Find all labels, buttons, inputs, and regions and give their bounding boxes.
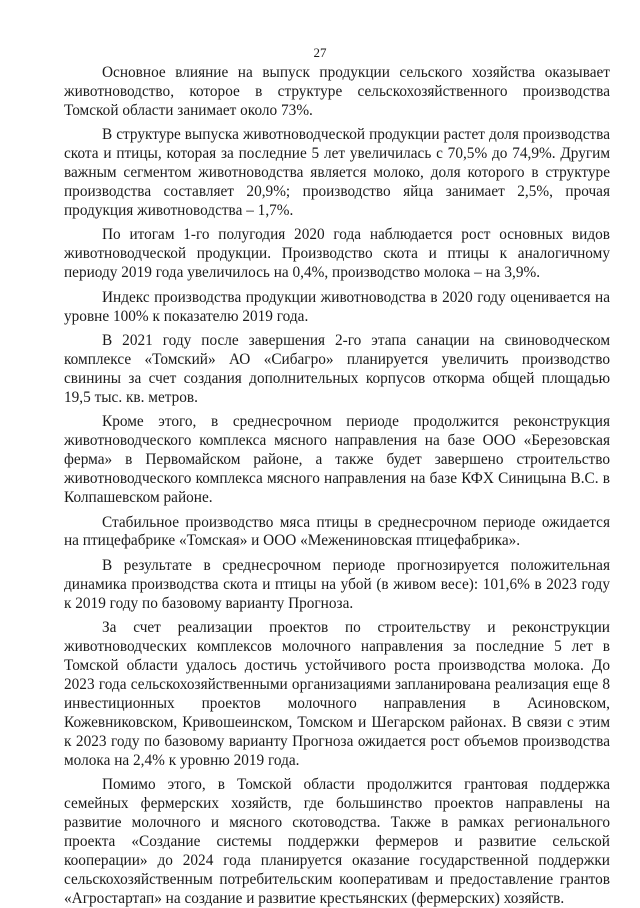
paragraph: По итогам 1-го полугодия 2020 года наблюдается рост основных видов животноводческой продукции. Производство скота и птицы к аналогичному периоду 2019 года увеличилось на 0,4%, производство молока – на 3,9%.: [64, 226, 610, 282]
paragraph: Кроме этого, в среднесрочном периоде продолжится реконструкция животноводческого комплекса мясного направления на базе ООО «Березовская ферма» в Первомайском районе, а также будет завершено строительство животноводческого комплекса мясного направления на базе КФХ Синицына В.С. в Колпашевском районе.: [64, 413, 610, 506]
paragraph: Помимо этого, в Томской области продолжится грантовая поддержка семейных фермерских хозяйств, где большинство проектов направлены на развитие молочного и мясного скотоводства. Также в рамках регионального проекта «Создание системы поддержки фермеров и развитие сельской кооперации» до 2024 года планируется оказание государственной поддержки сельскохозяйственным потребительским кооперативам и предоставление грантов «Агростартап» на создание и развитие крестьянских (фермерских) хозяйств.: [64, 776, 610, 907]
paragraph: В 2021 году после завершения 2-го этапа санации на свиноводческом комплексе «Томский» АО «Сибагро» планируется увеличить производство свинины за счет создания дополнительных корпусов откорма общей площадью 19,5 тыс. кв. метров.: [64, 332, 610, 406]
paragraph: За счет реализации проектов по строительству и реконструкции животноводческих комплексов молочного направления за последние 5 лет в Томской области удалось достичь устойчивого роста производства молока. До 2023 года сельскохозяйственными организациями запланирована реализация еще 8 инвестиционных проектов молочного направления в Асиновском, Кожевниковском, Кривошеинском, Томском и Шегарском районах. В связи с этим к 2023 году по базовому варианту Прогноза ожидается рост объемов производства молока на 2,4% к уровню 2019 года.: [64, 619, 610, 769]
page-number: 27: [313, 45, 327, 60]
paragraph: В результате в среднесрочном периоде прогнозируется положительная динамика производства скота и птицы на убой (в живом весе): 101,6% в 2023 году к 2019 году по базовому варианту Прогноза.: [64, 556, 610, 612]
paragraph: Индекс производства продукции животноводства в 2020 году оценивается на уровне 100% к показателю 2019 года.: [64, 288, 610, 325]
body-text: [64, 64, 610, 908]
paragraph: Стабильное производство мяса птицы в среднесрочном периоде ожидается на птицефабрике «Томская» и ООО «Межениновская птицефабрика».: [64, 513, 610, 550]
paragraph: Основное влияние на выпуск продукции сельского хозяйства оказывает животноводство, которое в структуре сельскохозяйственного производства Томской области занимает около 73%.: [64, 64, 610, 119]
paragraph: В структуре выпуска животноводческой продукции растет доля производства скота и птицы, которая за последние 5 лет увеличилась с 70,5% до 74,9%. Другим важным сегментом животноводства является молоко, доля которого в структуре производства составляет 20,9%; производство яйца занимает 2,5%, прочая продукция животноводства – 1,7%.: [64, 126, 610, 219]
